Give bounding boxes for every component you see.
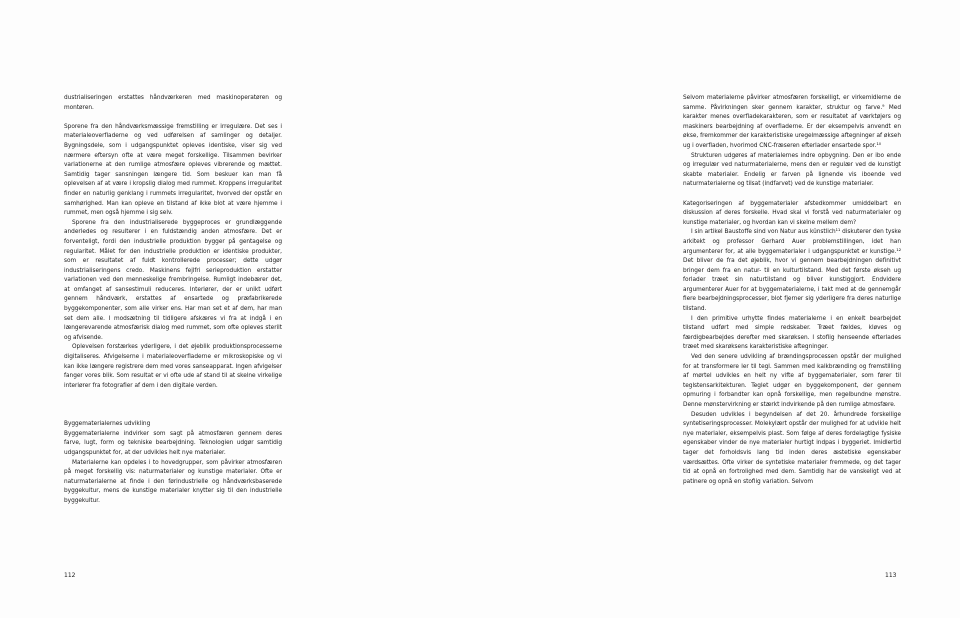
- right-text-column: [683, 94, 901, 487]
- paragraph: dustrialiseringen erstattes håndværkeren med maskinoperatøren og montøren.: [64, 95, 282, 111]
- paragraph: I den primitive urhytte findes materialerne i en enkelt bearbejdet tilstand udført med simple redskaber. Træet fældes, kløves og færdigbearbejdes derefter med skarøksen. I stoflig henseende efterlades træet med skarøksens karakteristiske aftegninger.: [683, 315, 901, 351]
- paragraph: Sporene fra den industrialiserede byggeproces er grundlæggende anderledes og resulterer i en fuldstændig anden atmosfære. Det er forventeligt, fordi den industrielle produktion bygger på gentagelse og regularitet. Målet for den industrielle produktion er identiske produkter, som er resultatet af fuldt kontrollerede processer; dette udgør industrialiseringens credo. Maskinens fejlfri serieproduktion erstatter variationen ved den menneskelige frembringelse. Rumligt indebærer det, at omfanget af sansestimuli reduceres. Interiører, der er unikt udført gennem håndværk, erstattes af ensartede og præfabrikerede byggekomponenter, som alle virker ens. Har man set et af dem, har man set dem alle. I modsætning til tidligere afskæres vi fra at indgå i en længerevarende atmosfærisk dialog med rummet, som ofte opleves sterilt og afvisende.: [64, 219, 282, 341]
- paragraph: Oplevelsen forstærkes yderligere, i det øjeblik produktionsprocesserne digitaliseres. Afvigelserne i materialeoverfladerne er mikroskopiske og vi kan ikke længere registrere dem med vores sanseapparat. Ingen afvigelser fanger vores blik. Som resultat er vi ofte ude af stand til at skelne virkelige interiører fra fotografier af dem i den digitale verden.: [64, 344, 282, 389]
- paragraph: Strukturen udgøres af materialernes indre opbygning. Den er ibo ende og irregulær ved naturmaterialerne, mens den er regulær ved de kunstigt skabte materialer. Endelig er farven på lignende vis iboende ved naturmaterialerne og tilsat (indfarvet) ved de kunstige materialer.: [683, 152, 901, 188]
- page-number: 113: [885, 572, 897, 579]
- section-heading: Byggematerialernes udvikling: [64, 421, 151, 428]
- paragraph: Kategoriseringen af byggematerialer afstedkommer umiddelbart en diskussion af deres forskelle. Hvad skal vi forstå ved naturmaterialer og kunstige materialer, og hvordan kan vi skelne mellem dem?: [683, 200, 901, 226]
- left-text-column: [64, 94, 282, 507]
- paragraph: Ved den senere udvikling af brændingsprocessen opstår der mulighed for at transformere ler til tegl. Sammen med kalkbrænding og fremstilling af mørtel udvikles en helt ny vifte af byggematerialer, som fører til teglstensarkitekturen. Teglet udgør en byggekomponent, der gennem opmuring i forbandter kan opnå forskellige, men regelbundne mønstre. Denne mønstervirkning er stærkt indvirkende på den rumlige atmosfære.: [683, 354, 901, 408]
- paragraph: Byggematerialerne indvirker som sagt på atmosfæren gennem deres farve, lugt, form og tekniske bearbejdning. Teknologien udgør samtidig udgangspunktet for, at der udvikles helt nye materialer.: [64, 430, 282, 456]
- paragraph: Materialerne kan opdeles i to hovedgrupper, som påvirker atmosfæren på meget forskellig vis: naturmaterialer og kunstige materialer. Ofte er naturmaterialerne at finde i den førindustrielle og håndværksbaserede byggekultur, mens de kunstige materialer knytter sig til den industrielle byggekultur.: [64, 459, 282, 504]
- page-number: 112: [64, 572, 76, 579]
- paragraph: Selvom materialerne påvirker atmosfæren forskelligt, er virkemidlerne de samme. Påvirkningen sker gennem karakter, struktur og farve.⁹ Med karakter menes overfladekarakteren, som er resultatet af værktøjers og maskiners bearbejdning af overfladerne. Er der eksempelvis anvendt en økse, fremkommer der karakteristiske uregelmæssige aftegninger af økseh ug i overfladen, hvorimod CNC-fræseren efterlader ensartede spor.¹⁰: [683, 95, 901, 149]
- paragraph: I sin artikel Baustoffe sind von Natur aus künstlich¹¹ diskuterer den tyske arkitekt og professor Gerhard Auer problemstillingen, idet han argumenterer for, at alle byggematerialer i udgangspunktet er kunstige.¹² Det bliver de fra det øjeblik, hvor vi gennem bearbejdningen definitivt bringer dem fra en natur- til en kulturtilstand. Med det første økseh ug forlader træet sin naturtilstand og bliver kunstiggjort. Endvidere argumenterer Auer for at byggematerialerne, i takt med at de gennemgår flere bearbejdningsprocesser, blot fjerner sig yderligere fra deres naturlige tilstand.: [683, 229, 901, 313]
- paragraph: Desuden udvikles i begyndelsen af det 20. århundrede forskellige syntetiseringsprocesser. Molekylært opstår der mulighed for at udvikle helt nye materialer, eksempelvis plast. Som følge af deres fordelagtige fysiske egenskaber vinder de nye materialer hurtigt indpas i byggeriet. Imidlertid tager det forholdsvis lang tid inden deres æstetiske egenskaber værdsættes. Ofte virker de syntetiske materialer fremmede, og det tager tid at opnå en fortrolighed med dem. Samtidig har de vanskeligt ved at patinere og opnå en stoflig variation. Selvom: [683, 411, 901, 485]
- right-page: [480, 0, 960, 618]
- paragraph: Sporene fra den håndværksmæssige fremstilling er irregulære. Det ses i materialeoverfladerne og ved udførelsen af samlinger og detaljer. Bygningsdele, som i udgangspunktet opleves identiske, viser sig ved nærmere eftersyn ofte at være meget forskellige. Tilsammen bevirker variationerne at den rumlige atmosfære opleves vibrerende og mættet. Samtidig tager sansningen længere tid. Som beskuer kan man få oplevelsen af at være i kropslig dialog med rummet. Kroppens irregularitet finder en naturlig genklang i rummets irregularitet, hvorved der opstår en samhørighed. Man kan opleve en tilstand af ikke blot at være hjemme i rummet, men også hjemme i sig selv.: [64, 123, 282, 217]
